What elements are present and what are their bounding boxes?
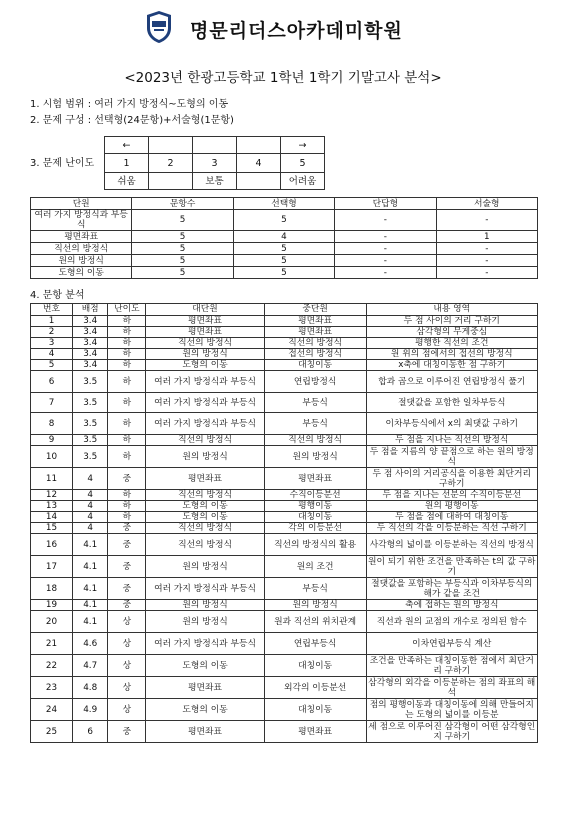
question-cell: 대칭이동 — [264, 699, 366, 721]
question-cell: 각의 이등분선 — [264, 523, 366, 534]
table-row — [31, 413, 538, 435]
question-cell: 4.1 — [73, 611, 108, 633]
table-row — [31, 501, 538, 512]
unit-header-3: 단답형 — [335, 198, 436, 210]
question-cell: 도형의 이동 — [146, 501, 264, 512]
question-cell: 3.5 — [73, 435, 108, 446]
question-cell: 21 — [31, 633, 73, 655]
question-cell: 9 — [31, 435, 73, 446]
question-cell: 4 — [73, 523, 108, 534]
question-cell: 상 — [108, 699, 146, 721]
table-row — [31, 721, 538, 743]
level-3: 3 — [193, 154, 237, 173]
question-cell: 하 — [108, 393, 146, 413]
question-cell: 4.1 — [73, 556, 108, 578]
question-cell: 외각의 이등분선 — [264, 677, 366, 699]
question-composition: 2. 문제 구성 : 선택형(24문항)+서술형(1문항) — [30, 115, 234, 126]
question-cell: 원의 방정식 — [264, 600, 366, 611]
question-cell: 3.4 — [73, 349, 108, 360]
table-row — [31, 267, 538, 279]
question-cell: 접선의 방정식 — [264, 349, 366, 360]
question-cell: 직선의 방정식 — [146, 490, 264, 501]
question-header-0: 번호 — [31, 304, 73, 316]
question-cell: 평행이동 — [264, 501, 366, 512]
question-cell: x축에 대칭이동한 점 구하기 — [366, 360, 537, 371]
question-cell: 부등식 — [264, 413, 366, 435]
table-row — [31, 523, 538, 534]
question-cell: 24 — [31, 699, 73, 721]
question-cell: 4.9 — [73, 699, 108, 721]
question-cell: 삼각형의 외각을 이등분하는 점의 좌표의 해석 — [366, 677, 537, 699]
question-cell: 원 위의 점에서의 접선의 방정식 — [366, 349, 537, 360]
question-cell: 20 — [31, 611, 73, 633]
question-cell: 원과 직선의 위치관계 — [264, 611, 366, 633]
table-row — [31, 435, 538, 446]
question-cell: 4 — [73, 490, 108, 501]
question-cell: 13 — [31, 501, 73, 512]
question-cell: 두 직선의 각을 이등분하는 직선 구하기 — [366, 523, 537, 534]
question-cell: 4 — [73, 501, 108, 512]
unit-cell: - — [335, 255, 436, 267]
question-cell: 4.1 — [73, 534, 108, 556]
table-row — [31, 360, 538, 371]
table-row — [31, 600, 538, 611]
question-cell: 원의 평행이동 — [366, 501, 537, 512]
table-row — [31, 512, 538, 523]
question-cell: 하 — [108, 512, 146, 523]
table-row — [31, 611, 538, 633]
question-cell: 대칭이동 — [264, 655, 366, 677]
level-1: 1 — [105, 154, 149, 173]
question-cell: 두 점을 지름의 양 끝점으로 하는 원의 방정식 — [366, 446, 537, 468]
question-cell: 평면좌표 — [264, 327, 366, 338]
question-cell: 4 — [31, 349, 73, 360]
question-header-4: 중단원 — [264, 304, 366, 316]
unit-cell: 5 — [233, 255, 334, 267]
question-cell: 하 — [108, 316, 146, 327]
question-cell: 원의 방정식 — [146, 556, 264, 578]
question-cell: 중 — [108, 600, 146, 611]
question-cell: 22 — [31, 655, 73, 677]
question-cell: 직선의 방정식 — [146, 435, 264, 446]
arrow-left-icon: ← — [105, 137, 149, 154]
question-cell: 직선의 방정식 — [146, 338, 264, 349]
level-5: 5 — [281, 154, 325, 173]
question-cell: 4.1 — [73, 600, 108, 611]
question-cell: 원의 방정식 — [146, 611, 264, 633]
question-cell: 부등식 — [264, 578, 366, 600]
question-cell: 6 — [73, 721, 108, 743]
question-cell: 삼각형의 무게중심 — [366, 327, 537, 338]
question-cell: 15 — [31, 523, 73, 534]
question-cell: 4 — [73, 512, 108, 523]
question-cell: 평면좌표 — [264, 468, 366, 490]
question-cell: 두 점을 지나는 선분의 수직이등분선 — [366, 490, 537, 501]
unit-cell: - — [335, 243, 436, 255]
question-cell: 조건을 만족하는 대칭이동한 점에서 최단거리 구하기 — [366, 655, 537, 677]
question-cell: 하 — [108, 349, 146, 360]
header — [0, 8, 566, 52]
question-cell: 두 점을 지나는 직선의 방정식 — [366, 435, 537, 446]
question-cell: 11 — [31, 468, 73, 490]
unit-cell: - — [335, 210, 436, 231]
question-cell: 3.4 — [73, 360, 108, 371]
unit-cell: 평면좌표 — [31, 231, 132, 243]
table-row — [31, 393, 538, 413]
unit-cell: 5 — [132, 267, 233, 279]
unit-cell: - — [335, 231, 436, 243]
question-cell: 3.5 — [73, 371, 108, 393]
question-cell: 4.7 — [73, 655, 108, 677]
question-cell: 4.1 — [73, 578, 108, 600]
question-cell: 이차부등식에서 x의 최댓값 구하기 — [366, 413, 537, 435]
question-cell: 6 — [31, 371, 73, 393]
table-row — [31, 578, 538, 600]
unit-cell: 5 — [233, 267, 334, 279]
question-cell: 하 — [108, 435, 146, 446]
question-cell: 평면좌표 — [264, 721, 366, 743]
exam-scope: 1. 시험 범위 : 여러 가지 방정식~도형의 이동 — [30, 99, 229, 110]
question-cell: 수직이등분선 — [264, 490, 366, 501]
question-cell: 10 — [31, 446, 73, 468]
unit-cell: 5 — [132, 231, 233, 243]
question-cell: 하 — [108, 371, 146, 393]
question-cell: 19 — [31, 600, 73, 611]
table-row — [31, 255, 538, 267]
question-cell: 중 — [108, 556, 146, 578]
question-cell: 연립부등식 — [264, 633, 366, 655]
question-cell: 도형의 이동 — [146, 699, 264, 721]
unit-cell: - — [436, 243, 537, 255]
question-cell: 하 — [108, 413, 146, 435]
question-cell: 상 — [108, 677, 146, 699]
question-cell: 중 — [108, 523, 146, 534]
question-cell: 점의 평행이동과 대칭이동에 의해 만들어지는 도형의 넓이를 이등분 — [366, 699, 537, 721]
table-row — [31, 655, 538, 677]
question-cell: 2 — [31, 327, 73, 338]
question-cell: 하 — [108, 360, 146, 371]
unit-cell: 5 — [132, 210, 233, 231]
question-cell: 여러 가지 방정식과 부등식 — [146, 371, 264, 393]
question-cell: 4 — [73, 468, 108, 490]
question-cell: 원의 방정식 — [146, 446, 264, 468]
question-cell: 3 — [31, 338, 73, 349]
question-cell: 3.5 — [73, 393, 108, 413]
table-row — [31, 556, 538, 578]
question-cell: 3.5 — [73, 413, 108, 435]
question-cell: 중 — [108, 468, 146, 490]
difficulty-heading: 3. 문제 난이도 — [30, 158, 95, 169]
table-row — [31, 534, 538, 556]
question-cell: 평면좌표 — [146, 677, 264, 699]
unit-cell: 여러 가지 방정식과 부등식 — [31, 210, 132, 231]
level-2: 2 — [149, 154, 193, 173]
question-cell: 여러 가지 방정식과 부등식 — [146, 393, 264, 413]
question-cell: 직선의 방정식 — [146, 534, 264, 556]
question-cell: 중 — [108, 578, 146, 600]
question-cell: 상 — [108, 611, 146, 633]
question-cell: 여러 가지 방정식과 부등식 — [146, 633, 264, 655]
unit-cell: 5 — [132, 243, 233, 255]
question-cell: 14 — [31, 512, 73, 523]
table-row — [31, 338, 538, 349]
table-row — [31, 699, 538, 721]
question-cell: 7 — [31, 393, 73, 413]
question-cell: 8 — [31, 413, 73, 435]
question-cell: 여러 가지 방정식과 부등식 — [146, 413, 264, 435]
difficulty-scale — [104, 136, 325, 190]
question-cell: 4.8 — [73, 677, 108, 699]
level-label-normal: 보통 — [193, 173, 237, 190]
question-cell: 3.4 — [73, 316, 108, 327]
question-cell: 절댓값을 포함한 일차부등식 — [366, 393, 537, 413]
question-cell: 두 점 사이의 거리 구하기 — [366, 316, 537, 327]
table-row — [31, 446, 538, 468]
question-cell: 도형의 이동 — [146, 512, 264, 523]
question-cell: 대칭이동 — [264, 512, 366, 523]
question-cell: 중 — [108, 721, 146, 743]
level-4: 4 — [237, 154, 281, 173]
unit-cell: - — [436, 255, 537, 267]
question-cell: 연립방정식 — [264, 371, 366, 393]
question-cell: 부등식 — [264, 393, 366, 413]
question-cell: 직선과 원의 교점의 개수로 정의된 함수 — [366, 611, 537, 633]
question-cell: 16 — [31, 534, 73, 556]
arrow-right-icon: → — [281, 137, 325, 154]
unit-cell: 5 — [233, 243, 334, 255]
question-cell: 세 점으로 이루어진 삼각형이 어떤 삼각형인지 구하기 — [366, 721, 537, 743]
question-cell: 25 — [31, 721, 73, 743]
question-table — [30, 303, 538, 743]
question-cell: 축에 접하는 원의 방정식 — [366, 600, 537, 611]
unit-cell: 원의 방정식 — [31, 255, 132, 267]
table-row — [31, 633, 538, 655]
unit-header-0: 단원 — [31, 198, 132, 210]
unit-cell: 5 — [132, 255, 233, 267]
question-cell: 23 — [31, 677, 73, 699]
question-cell: 4.6 — [73, 633, 108, 655]
question-cell: 평면좌표 — [264, 316, 366, 327]
question-cell: 두 점 사이의 거리공식을 이용한 최단거리 구하기 — [366, 468, 537, 490]
question-cell: 원이 되기 위한 조건을 만족하는 t의 값 구하기 — [368, 556, 536, 577]
table-row — [31, 349, 538, 360]
question-header-2: 난이도 — [108, 304, 146, 316]
question-cell: 12 — [31, 490, 73, 501]
question-cell: 하 — [108, 501, 146, 512]
unit-header-2: 선택형 — [233, 198, 334, 210]
table-row — [31, 677, 538, 699]
question-cell: 원의 조건 — [264, 556, 366, 578]
level-label-hard: 어려움 — [281, 173, 325, 190]
unit-cell: 4 — [233, 231, 334, 243]
question-cell: 평면좌표 — [146, 316, 264, 327]
question-cell: 17 — [31, 556, 73, 578]
question-cell: 하 — [108, 338, 146, 349]
question-cell: 도형의 이동 — [146, 360, 264, 371]
unit-header-4: 서술형 — [436, 198, 537, 210]
question-header-3: 대단원 — [146, 304, 264, 316]
question-cell: 대칭이동 — [264, 360, 366, 371]
question-cell: 사각형의 넓이를 이등분하는 직선의 방정식 — [366, 534, 537, 556]
question-header-5: 내용 영역 — [366, 304, 537, 316]
question-cell: 상 — [108, 633, 146, 655]
question-cell: 평면좌표 — [146, 721, 264, 743]
question-cell: 직선의 방정식 — [146, 523, 264, 534]
table-row — [31, 231, 538, 243]
unit-cell: 직선의 방정식 — [31, 243, 132, 255]
question-cell: 하 — [108, 446, 146, 468]
question-cell: 절댓값을 포함하는 부등식과 이차부등식의 해가 같을 조건 — [366, 578, 537, 600]
academy-name: 명문리더스아카데미학원 — [190, 20, 403, 42]
level-label-easy: 쉬움 — [105, 173, 149, 190]
question-cell: 하 — [108, 490, 146, 501]
question-cell: 원의 방정식 — [146, 600, 264, 611]
unit-header-1: 문항수 — [132, 198, 233, 210]
question-cell: 3.5 — [73, 446, 108, 468]
question-cell: 평면좌표 — [146, 327, 264, 338]
table-row — [31, 243, 538, 255]
table-row — [31, 210, 538, 231]
question-cell: 3.4 — [73, 327, 108, 338]
table-row — [31, 490, 538, 501]
unit-cell: 1 — [436, 231, 537, 243]
question-cell: 직선의 방정식의 활용 — [264, 534, 366, 556]
page-title: <2023년 한광고등학교 1학년 1학기 기말고사 분석> — [124, 70, 442, 86]
unit-cell: 5 — [233, 210, 334, 231]
question-cell: 하 — [108, 327, 146, 338]
academy-shield-logo-icon — [145, 10, 173, 44]
question-cell: 평행한 직선의 조건 — [366, 338, 537, 349]
question-cell: 원의 방정식 — [264, 446, 366, 468]
question-cell: 18 — [31, 578, 73, 600]
question-cell: 1 — [31, 316, 73, 327]
question-cell: 두 점을 점에 대하여 대칭이동 — [366, 512, 537, 523]
question-cell: 직선의 방정식 — [264, 338, 366, 349]
question-cell: 3.4 — [73, 338, 108, 349]
table-row — [31, 327, 538, 338]
question-cell: 이차연립부등식 계산 — [366, 633, 537, 655]
unit-cell: - — [436, 267, 537, 279]
table-row — [31, 371, 538, 393]
question-cell: 합과 곱으로 이루어진 연립방정식 풀기 — [366, 371, 537, 393]
question-cell: 평면좌표 — [146, 468, 264, 490]
question-cell: 도형의 이동 — [146, 655, 264, 677]
question-cell: 원의 방정식 — [146, 349, 264, 360]
question-cell: 직선의 방정식 — [264, 435, 366, 446]
table-row — [31, 468, 538, 490]
analysis-heading: 4. 문항 분석 — [30, 290, 85, 301]
unit-cell: - — [436, 210, 537, 231]
unit-cell: - — [335, 267, 436, 279]
table-row — [31, 316, 538, 327]
unit-table — [30, 197, 538, 279]
unit-cell: 도형의 이동 — [31, 267, 132, 279]
question-header-1: 배점 — [73, 304, 108, 316]
question-cell: 여러 가지 방정식과 부등식 — [146, 578, 264, 600]
question-cell: 5 — [31, 360, 73, 371]
question-cell: 중 — [108, 534, 146, 556]
question-cell: 상 — [108, 655, 146, 677]
